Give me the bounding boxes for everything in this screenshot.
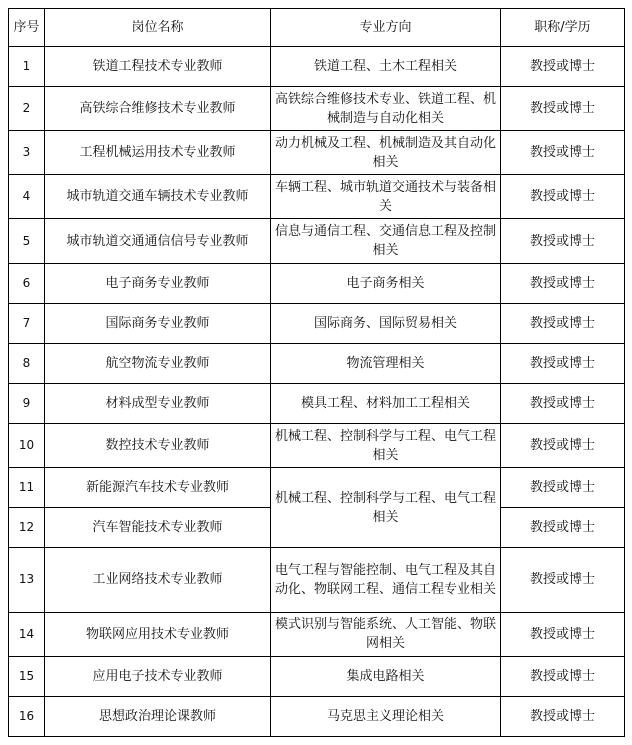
table-row [9,87,625,131]
row-position: 汽车智能技术专业教师 [45,508,271,548]
row-title: 教授或博士 [501,508,625,548]
row-title: 教授或博士 [501,468,625,508]
row-position: 高铁综合维修技术专业教师 [45,87,271,131]
table-row [9,696,625,736]
table-row [9,131,625,175]
row-title: 教授或博士 [501,219,625,263]
row-title: 教授或博士 [501,87,625,131]
row-seq: 9 [9,383,45,423]
row-title: 教授或博士 [501,696,625,736]
row-major: 动力机械及工程、机械制造及其自动化相关 [271,131,501,175]
row-seq: 13 [9,548,45,612]
row-major: 车辆工程、城市轨道交通技术与装备相关 [271,175,501,219]
table-row [9,219,625,263]
row-seq: 1 [9,47,45,87]
row-position: 数控技术专业教师 [45,424,271,468]
row-position: 思想政治理论课教师 [45,696,271,736]
table-row [9,47,625,87]
row-seq: 10 [9,424,45,468]
row-seq: 8 [9,343,45,383]
row-position: 城市轨道交通车辆技术专业教师 [45,175,271,219]
row-position: 城市轨道交通通信信号专业教师 [45,219,271,263]
recruitment-table [8,8,625,737]
row-title: 教授或博士 [501,47,625,87]
row-major: 国际商务、国际贸易相关 [271,303,501,343]
row-seq: 11 [9,468,45,508]
row-title: 教授或博士 [501,131,625,175]
row-title: 教授或博士 [501,303,625,343]
row-seq: 6 [9,263,45,303]
row-title: 教授或博士 [501,424,625,468]
row-seq: 15 [9,656,45,696]
row-position: 电子商务专业教师 [45,263,271,303]
row-title: 教授或博士 [501,383,625,423]
row-title: 教授或博士 [501,656,625,696]
row-seq: 14 [9,612,45,656]
row-title: 教授或博士 [501,612,625,656]
row-position: 航空物流专业教师 [45,343,271,383]
row-position: 应用电子技术专业教师 [45,656,271,696]
table-row [9,383,625,423]
row-major: 铁道工程、土木工程相关 [271,47,501,87]
row-position: 工程机械运用技术专业教师 [45,131,271,175]
row-title: 教授或博士 [501,343,625,383]
row-major: 模具工程、材料加工工程相关 [271,383,501,423]
row-major: 机械工程、控制科学与工程、电气工程相关 [271,424,501,468]
row-seq: 5 [9,219,45,263]
row-major: 电气工程与智能控制、电气工程及其自动化、物联网工程、通信工程专业相关 [271,548,501,612]
row-major-merged: 机械工程、控制科学与工程、电气工程相关 [271,468,501,548]
row-major: 集成电路相关 [271,656,501,696]
table-row [9,424,625,468]
table-row [9,175,625,219]
table-row [9,612,625,656]
row-seq: 7 [9,303,45,343]
row-seq: 16 [9,696,45,736]
row-position: 铁道工程技术专业教师 [45,47,271,87]
row-position: 材料成型专业教师 [45,383,271,423]
row-title: 教授或博士 [501,263,625,303]
table-row [9,263,625,303]
header-seq: 序号 [9,9,45,47]
table-row [9,303,625,343]
table-row [9,343,625,383]
row-title: 教授或博士 [501,175,625,219]
row-seq: 3 [9,131,45,175]
row-seq: 12 [9,508,45,548]
row-seq: 2 [9,87,45,131]
row-title: 教授或博士 [501,548,625,612]
row-major: 马克思主义理论相关 [271,696,501,736]
table-row [9,656,625,696]
row-position: 工业网络技术专业教师 [45,548,271,612]
row-seq: 4 [9,175,45,219]
table-header-row [9,9,625,47]
row-major: 电子商务相关 [271,263,501,303]
header-position: 岗位名称 [45,9,271,47]
row-major: 信息与通信工程、交通信息工程及控制相关 [271,219,501,263]
row-major: 物流管理相关 [271,343,501,383]
row-position: 物联网应用技术专业教师 [45,612,271,656]
row-position: 国际商务专业教师 [45,303,271,343]
row-major: 模式识别与智能系统、人工智能、物联网相关 [271,612,501,656]
row-major: 高铁综合维修技术专业、铁道工程、机械制造与自动化相关 [271,87,501,131]
row-position: 新能源汽车技术专业教师 [45,468,271,508]
header-major: 专业方向 [271,9,501,47]
table-row [9,468,625,508]
table-row [9,548,625,612]
header-title: 职称/学历 [501,9,625,47]
